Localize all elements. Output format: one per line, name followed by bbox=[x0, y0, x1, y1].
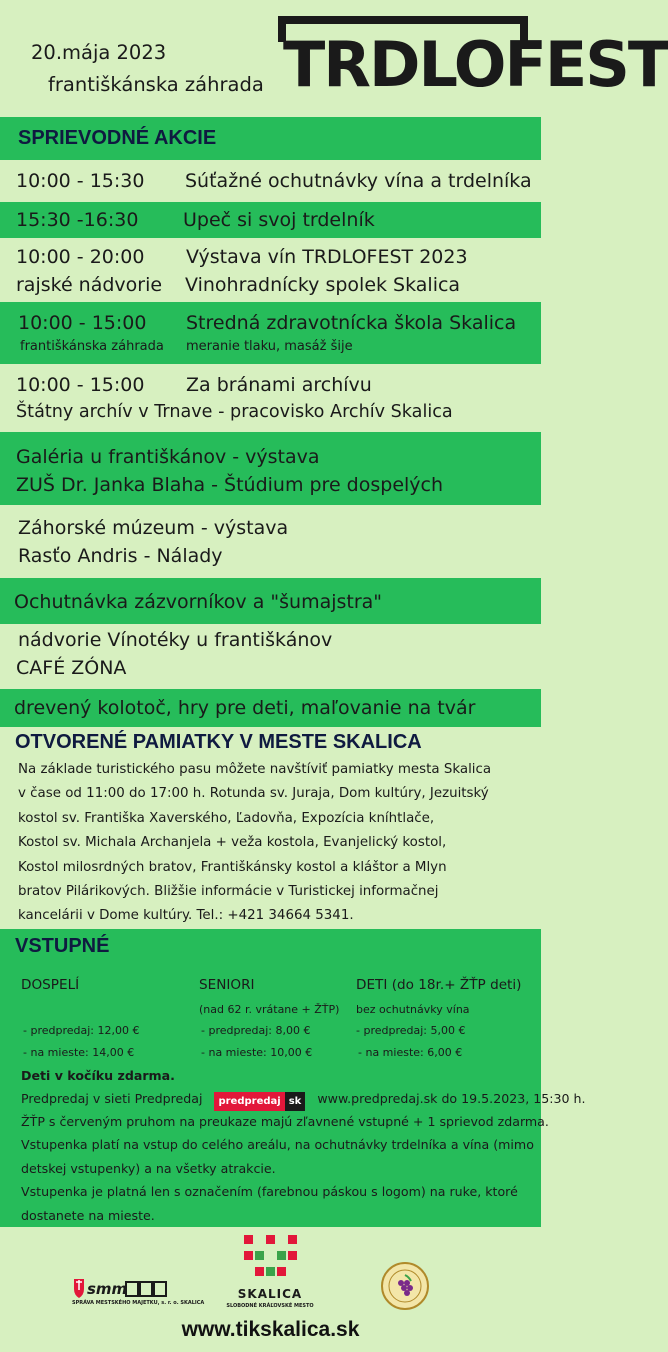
col-seniori-note: (nad 62 r. vrátane + ŽŤP) bbox=[199, 1003, 340, 1016]
vinohradnicky-seal-icon bbox=[380, 1261, 430, 1311]
row-2 bbox=[0, 202, 541, 238]
col-seniori-mie: - na mieste: 10,00 € bbox=[201, 1046, 313, 1059]
row-7 bbox=[0, 505, 541, 578]
row-3-time: 10:00 - 20:00 bbox=[16, 246, 145, 268]
info-line: Vstupenka platí na vstup do celého areálu, na ochutnávky trdelníka a vína (mimo bbox=[21, 1137, 534, 1153]
info-line: dostanete na mieste. bbox=[21, 1207, 155, 1223]
row-2-text: Upeč si svoj trdelník bbox=[183, 209, 375, 231]
event-place: františkánska záhrada bbox=[48, 73, 264, 96]
pamiatky-line: Kostol sv. Michala Archanjela + veža kostola, Evanjelický kostol, bbox=[18, 835, 447, 851]
row-4-sub: meranie tlaku, masáž šije bbox=[186, 339, 353, 354]
pamiatky-line: v čase od 11:00 do 17:00 h. Rotunda sv. Juraja, Dom kultúry, Jezuitský bbox=[18, 786, 489, 802]
logo-top-bar bbox=[278, 16, 528, 24]
col-dospeli-mie: - na mieste: 14,00 € bbox=[23, 1046, 135, 1059]
vstupne-info bbox=[21, 1110, 549, 1227]
info-line: Vstupenka je platná len s označením (farebnou páskou s logom) na ruke, ktoré bbox=[21, 1184, 518, 1200]
col-seniori-head: SENIORI bbox=[199, 977, 255, 993]
svg-text:smm: smm bbox=[87, 1280, 128, 1298]
col-seniori-pre: - predpredaj: 8,00 € bbox=[201, 1024, 311, 1037]
row-6-line2: ZUŠ Dr. Janka Blaha - Štúdium pre dospelých bbox=[16, 474, 444, 496]
pamiatky-line: bratov Pilárikových. Bližšie informácie v Turistickej informačnej bbox=[18, 884, 439, 900]
info-line: ŽŤP s červeným pruhom na preukaze majú zľavnené vstupné + 1 sprievod zdarma. bbox=[21, 1114, 549, 1129]
row-6 bbox=[0, 432, 541, 505]
row-3-text: Výstava vín TRDLOFEST 2023 bbox=[186, 246, 468, 268]
event-date: 20.mája 2023 bbox=[31, 41, 167, 64]
pamiatky-line: Kostol milosrdných bratov, Františkánsky kostol a kláštor a Mlyn bbox=[18, 859, 447, 875]
row-8 bbox=[0, 578, 541, 624]
info-line: detskej vstupenky) a na všetky atrakcie. bbox=[21, 1160, 276, 1176]
row-7-line1: Záhorské múzeum - výstava bbox=[18, 517, 289, 539]
row-3 bbox=[0, 238, 541, 302]
sprievodne-title: SPRIEVODNÉ AKCIE bbox=[18, 127, 217, 149]
sprievodne-title-band bbox=[0, 117, 541, 160]
pamiatky-line: kostol sv. Františka Xaverského, Ľadovňa, Expozícia kníhtlače, bbox=[18, 810, 435, 826]
col-dospeli-pre: - predpredaj: 12,00 € bbox=[23, 1024, 140, 1037]
row-4-place: františkánska záhrada bbox=[20, 339, 164, 354]
skalica-logo-sub: SLOBODNÉ KRÁĽOVSKÉ MESTO bbox=[226, 1303, 314, 1309]
predpredaj-logo-main: predpredaj bbox=[214, 1092, 284, 1111]
vstupne-title: VSTUPNÉ bbox=[15, 935, 110, 957]
row-4 bbox=[0, 302, 541, 364]
col-deti-note: bez ochutnávky vína bbox=[356, 1003, 470, 1016]
skalica-logo-name: SKALICA bbox=[237, 1287, 303, 1301]
row-8-line1: Ochutnávka zázvorníkov a "šumajstra" bbox=[14, 591, 383, 613]
row-10 bbox=[0, 689, 541, 727]
col-deti-pre: - predpredaj: 5,00 € bbox=[356, 1024, 466, 1037]
row-4-time: 10:00 - 15:00 bbox=[18, 312, 147, 334]
presale-text: Predpredaj v sieti Predpredaj bbox=[21, 1091, 203, 1106]
vstupne-section bbox=[0, 929, 586, 1227]
pamiatky-title: OTVORENÉ PAMIATKY V MESTE SKALICA bbox=[15, 731, 422, 753]
row-10-line1: drevený kolotoč, hry pre deti, maľovanie na tvár bbox=[14, 697, 476, 719]
row-7-line2: Rasťo Andris - Nálady bbox=[18, 545, 223, 567]
row-1 bbox=[0, 160, 541, 202]
row-9-line1: nádvorie Vínotéky u františkánov bbox=[18, 629, 333, 651]
row-1-text: Súťažné ochutnávky vína a trdelníka bbox=[185, 170, 532, 192]
skalica-logo-mark bbox=[240, 1235, 300, 1291]
row-2-time: 15:30 -16:30 bbox=[16, 209, 139, 231]
smm-logo-mark bbox=[72, 1277, 172, 1299]
skalica-logo bbox=[222, 1235, 318, 1319]
presale-url[interactable]: www.predpredaj.sk do 19.5.2023, 15:30 h. bbox=[317, 1091, 586, 1106]
col-deti-mie: - na mieste: 6,00 € bbox=[358, 1046, 463, 1059]
row-5-text: Za bránami archívu bbox=[186, 374, 372, 396]
pamiatky-line: Na základe turistického pasu môžete navštíviť pamiatky mesta Skalica bbox=[18, 762, 492, 777]
logo-wordmark: TRDLOFEST bbox=[283, 28, 668, 101]
predpredaj-logo bbox=[214, 1088, 305, 1107]
row-1-time: 10:00 - 15:30 bbox=[16, 170, 145, 192]
row-5 bbox=[0, 364, 541, 432]
children-free: Deti v kočíku zdarma. bbox=[21, 1068, 175, 1083]
col-deti-head: DETI (do 18r.+ ŽŤP deti) bbox=[356, 977, 522, 993]
row-9-line2: CAFÉ ZÓNA bbox=[16, 657, 127, 679]
row-9 bbox=[0, 624, 541, 689]
row-4-text: Stredná zdravotnícka škola Skalica bbox=[186, 312, 517, 334]
predpredaj-logo-sk: sk bbox=[285, 1092, 306, 1111]
pamiatky-paragraph bbox=[18, 758, 491, 929]
row-5-time: 10:00 - 15:00 bbox=[16, 374, 145, 396]
footer bbox=[0, 1227, 541, 1352]
pamiatky-line: kancelárii v Dome kultúry. Tel.: +421 34664 5341. bbox=[18, 908, 354, 924]
presale-line bbox=[21, 1087, 586, 1110]
row-3-place: rajské nádvorie bbox=[16, 274, 163, 296]
row-5-sub: Štátny archív v Trnave - pracovisko Archív Skalica bbox=[16, 402, 453, 422]
smm-logo bbox=[72, 1277, 205, 1313]
pamiatky-section bbox=[0, 727, 541, 929]
row-3-sub: Vinohradnícky spolek Skalica bbox=[185, 274, 461, 296]
smm-logo-text: SPRÁVA MESTSKÉHO MAJETKU, s. r. o. SKALICA bbox=[72, 1300, 205, 1306]
row-6-line1: Galéria u františkánov - výstava bbox=[16, 446, 320, 468]
footer-url[interactable]: www.tikskalica.sk bbox=[181, 1318, 360, 1341]
col-dospeli-head: DOSPELÍ bbox=[21, 977, 80, 993]
